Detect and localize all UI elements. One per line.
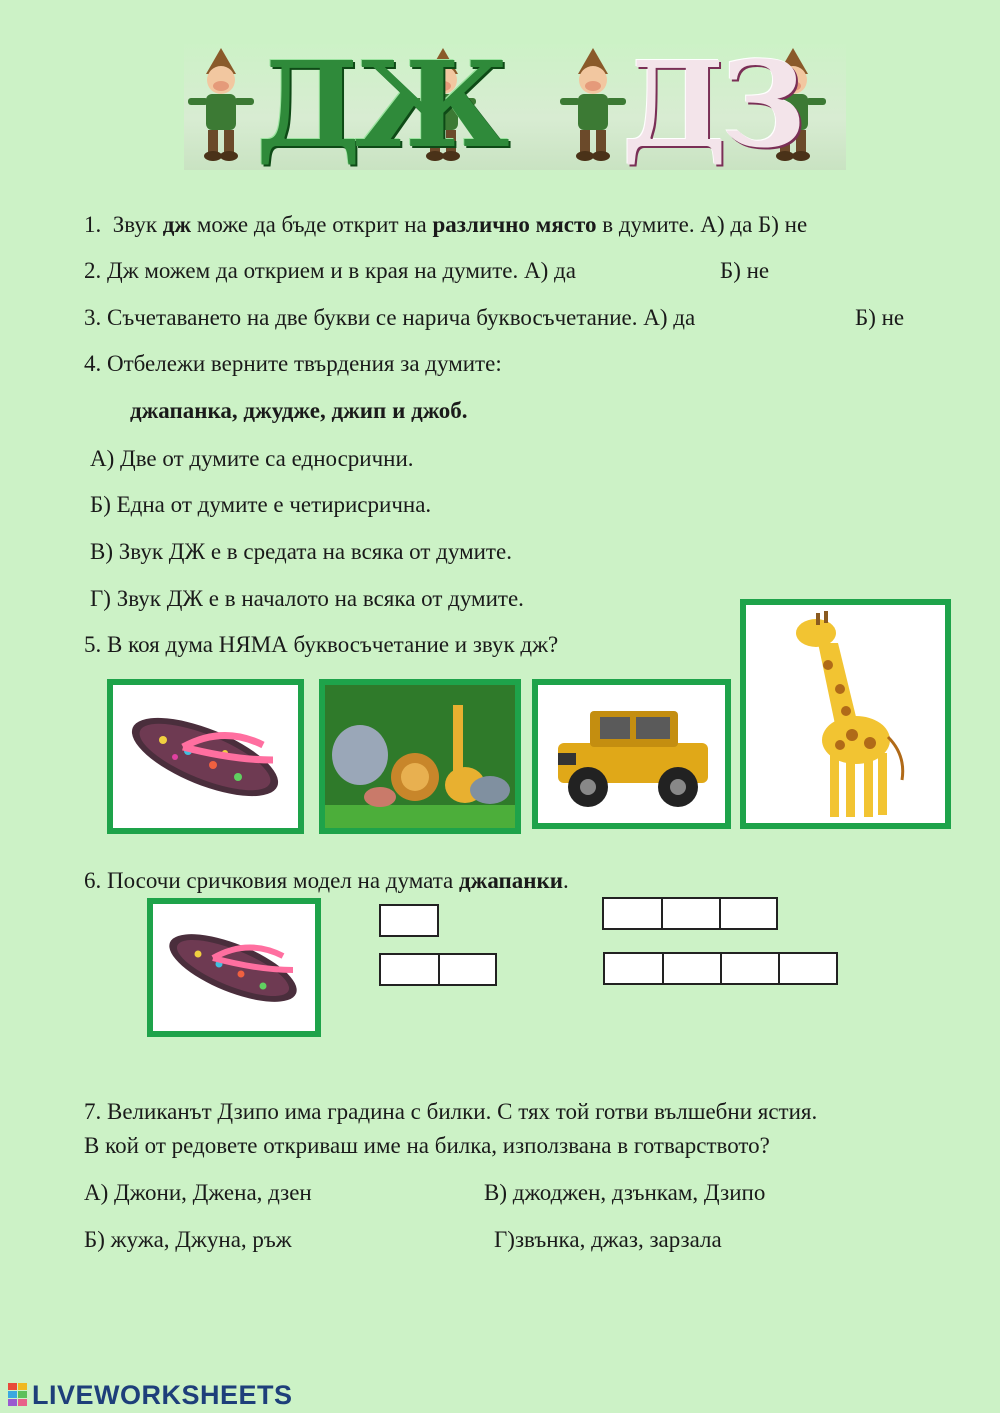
question-2: 2. Дж можем да открием и в края на думите. А) да [84, 258, 576, 283]
syllable-model-1[interactable] [379, 904, 439, 937]
question-6: 6. Посочи сричковия модел на думата джапанки. [84, 868, 569, 893]
syllable-model-4[interactable] [603, 952, 838, 985]
question-4-option[interactable]: В) Звук ДЖ е в средата на всяка от думите. [90, 539, 512, 564]
question-7-line-2: В кой от редовете откриваш име на билка, използвана в готварството? [84, 1133, 770, 1158]
question-7-option[interactable]: В) джоджен, дзънкам, Дзипо [484, 1180, 766, 1205]
syllable-divider [720, 954, 722, 983]
flip-flops-picture[interactable] [107, 679, 304, 834]
syllable-divider [661, 899, 663, 928]
giraffe-icon [746, 605, 945, 823]
jeep-icon [538, 685, 725, 823]
jungle-animals-picture[interactable] [319, 679, 521, 834]
liveworksheets-logo-icon [8, 1383, 28, 1407]
header-letters-dz: ДЗ [622, 35, 801, 174]
question-7-option[interactable]: А) Джони, Джена, дзен [84, 1180, 312, 1205]
flip-flops-icon [153, 904, 315, 1031]
question-5: 5. В коя дума НЯМА буквосъчетание и звук дж? [84, 632, 559, 657]
question-4-option[interactable]: А) Две от думите са едносрични. [90, 446, 414, 471]
question-7-option[interactable]: Г)звънка, джаз, зарзала [494, 1227, 722, 1252]
gnome-icon [556, 46, 630, 164]
flip-flops-icon [113, 685, 298, 828]
question-4-option[interactable]: Г) Звук ДЖ е в началото на всяка от думите. [90, 586, 524, 611]
jeep-picture[interactable] [532, 679, 731, 829]
question-3-option-b[interactable]: Б) не [855, 305, 905, 330]
question-2-option-b[interactable]: Б) не [720, 258, 770, 283]
question-4-words: джапанка, джудже, джип и джоб. [130, 398, 468, 423]
syllable-divider [778, 954, 780, 983]
question-3: 3. Съчетаването на две букви се нарича буквосъчетание. А) да [84, 305, 696, 330]
syllable-model-3[interactable] [602, 897, 778, 930]
flip-flops-picture-small [147, 898, 321, 1037]
question-7-option[interactable]: Б) жужа, Джуна, ръж [84, 1227, 292, 1252]
syllable-divider [662, 954, 664, 983]
jungle-animals-icon [325, 685, 515, 828]
syllable-model-2[interactable] [379, 953, 497, 986]
header-banner [184, 35, 846, 174]
syllable-divider [719, 899, 721, 928]
gnome-icon [184, 46, 258, 164]
header-letters-dzh: ДЖ [256, 35, 504, 174]
question-4-option[interactable]: Б) Една от думите е четирисрична. [90, 492, 432, 517]
giraffe-picture[interactable] [740, 599, 951, 829]
question-7-line-1: 7. Великанът Дзипо има градина с билки. С тях той готви вълшебни ястия. [84, 1099, 818, 1124]
footer-brand[interactable]: LIVEWORKSHEETS [32, 1380, 293, 1410]
question-4: 4. Отбележи верните твърдения за думите: [84, 351, 502, 376]
syllable-divider [438, 955, 440, 984]
question-1: 1. Звук дж може да бъде открит на различно място в думите. А) да Б) не [84, 212, 808, 237]
